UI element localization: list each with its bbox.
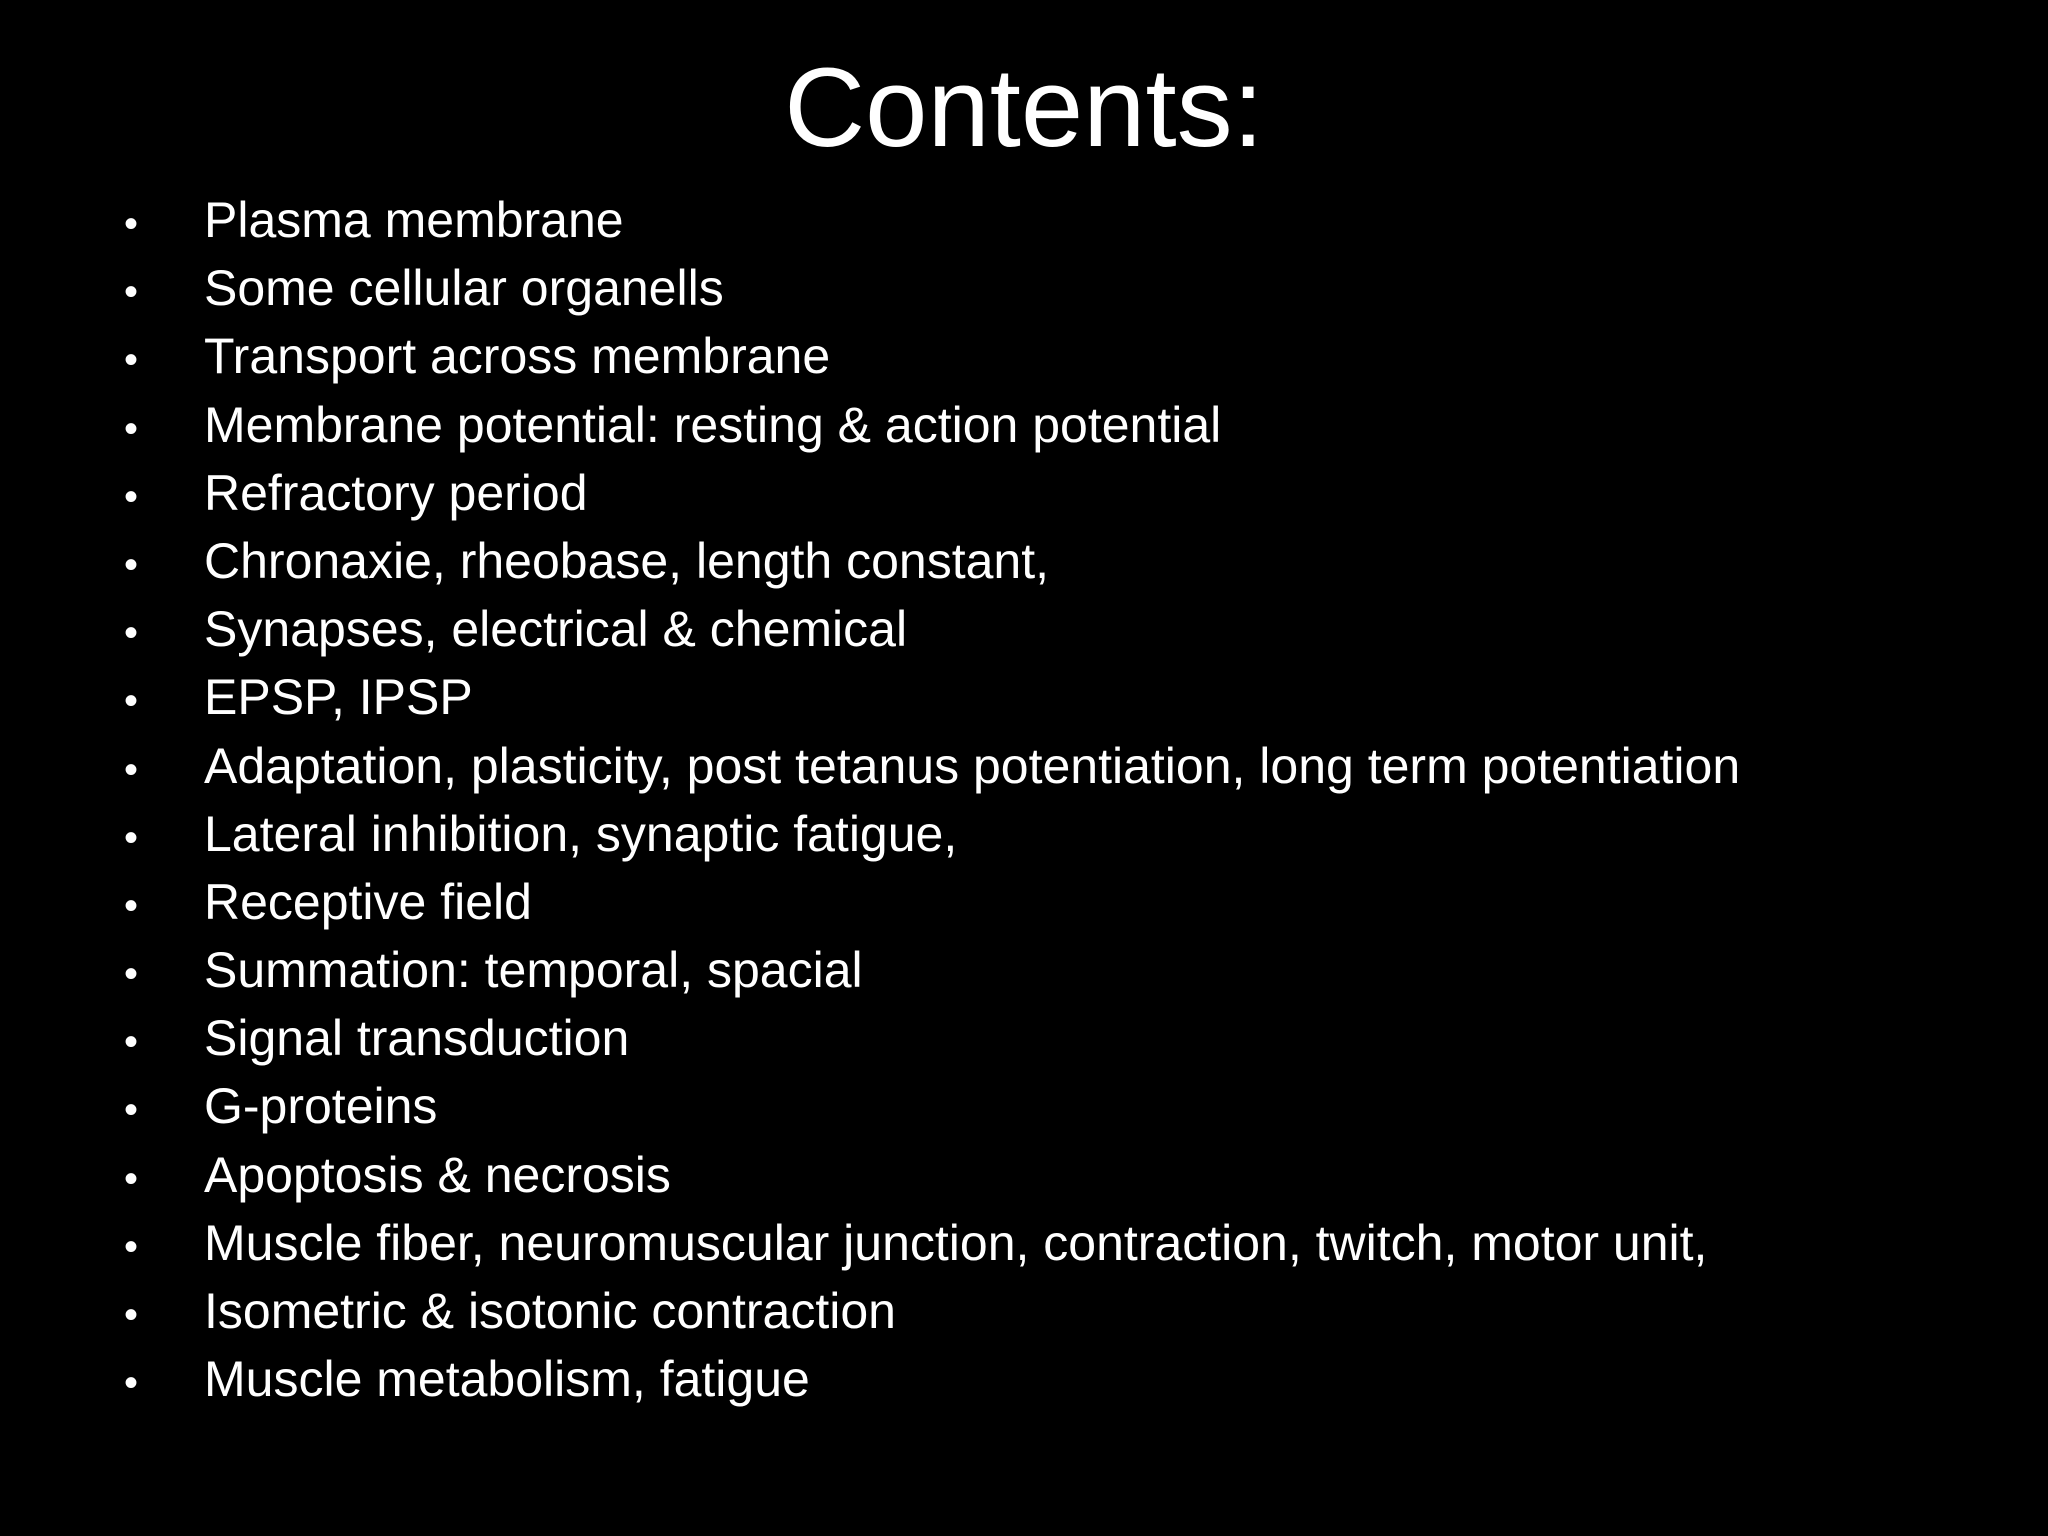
slide-title: Contents: <box>784 45 1264 170</box>
list-item-text: Summation: temporal, spacial <box>204 942 863 999</box>
list-item <box>120 254 2000 322</box>
bullet-marker: • <box>124 202 139 246</box>
bullet-marker: • <box>124 1088 139 1133</box>
bullet-marker: • <box>124 1224 139 1269</box>
bullet-marker: • <box>124 1361 139 1406</box>
bullet-marker: • <box>124 611 139 656</box>
bullet-marker: • <box>124 338 139 383</box>
list-item-text: Apoptosis & necrosis <box>204 1146 671 1203</box>
list-item <box>120 527 2000 595</box>
bullet-marker: • <box>124 883 139 928</box>
list-item-text: EPSP, IPSP <box>204 669 473 726</box>
list-item-text: Membrane potential: resting & action potential <box>204 396 1222 453</box>
bullet-marker: • <box>124 952 139 997</box>
list-item-text: Lateral inhibition, synaptic fatigue, <box>204 805 958 862</box>
bullet-marker: • <box>124 474 139 519</box>
list-item-text: Refractory period <box>204 464 588 521</box>
list-item-text: Receptive field <box>204 873 532 930</box>
bullet-marker: • <box>124 406 139 451</box>
bullet-marker: • <box>124 747 139 792</box>
list-item-text: Muscle fiber, neuromuscular junction, contraction, twitch, motor unit, <box>204 1214 1708 1271</box>
bullet-marker: • <box>124 1156 139 1201</box>
list-item-text: Some cellular organells <box>204 260 724 317</box>
list-item <box>120 1345 2000 1413</box>
list-item <box>120 459 2000 527</box>
list-item <box>120 732 2000 800</box>
list-item <box>120 868 2000 936</box>
list-item <box>120 663 2000 731</box>
bullet-marker: • <box>124 542 139 587</box>
bullet-marker: • <box>124 679 139 724</box>
list-item <box>120 595 2000 663</box>
list-item <box>120 1277 2000 1345</box>
contents-list <box>120 186 2000 1413</box>
list-item <box>120 1004 2000 1072</box>
list-item <box>120 186 2000 254</box>
list-item-text: G-proteins <box>204 1078 438 1135</box>
bullet-marker: • <box>124 270 139 315</box>
bullet-marker: • <box>124 815 139 860</box>
list-item <box>120 936 2000 1004</box>
list-item <box>120 1209 2000 1277</box>
list-item-text: Muscle metabolism, fatigue <box>204 1351 810 1408</box>
list-item <box>120 322 2000 390</box>
list-item <box>120 391 2000 459</box>
list-item-text: Synapses, electrical & chemical <box>204 601 908 658</box>
list-item-text: Adaptation, plasticity, post tetanus potentiation, long term potentiation <box>204 737 1741 794</box>
bullet-marker: • <box>124 1020 139 1065</box>
list-item <box>120 1072 2000 1140</box>
list-item <box>120 800 2000 868</box>
bullet-marker: • <box>124 1293 139 1337</box>
list-item-text: Chronaxie, rheobase, length constant, <box>204 532 1049 589</box>
list-item-text: Isometric & isotonic contraction <box>204 1283 896 1339</box>
list-item <box>120 1141 2000 1209</box>
list-item-text: Transport across membrane <box>204 328 831 385</box>
list-item-text: Plasma membrane <box>204 192 624 248</box>
list-item-text: Signal transduction <box>204 1010 630 1067</box>
